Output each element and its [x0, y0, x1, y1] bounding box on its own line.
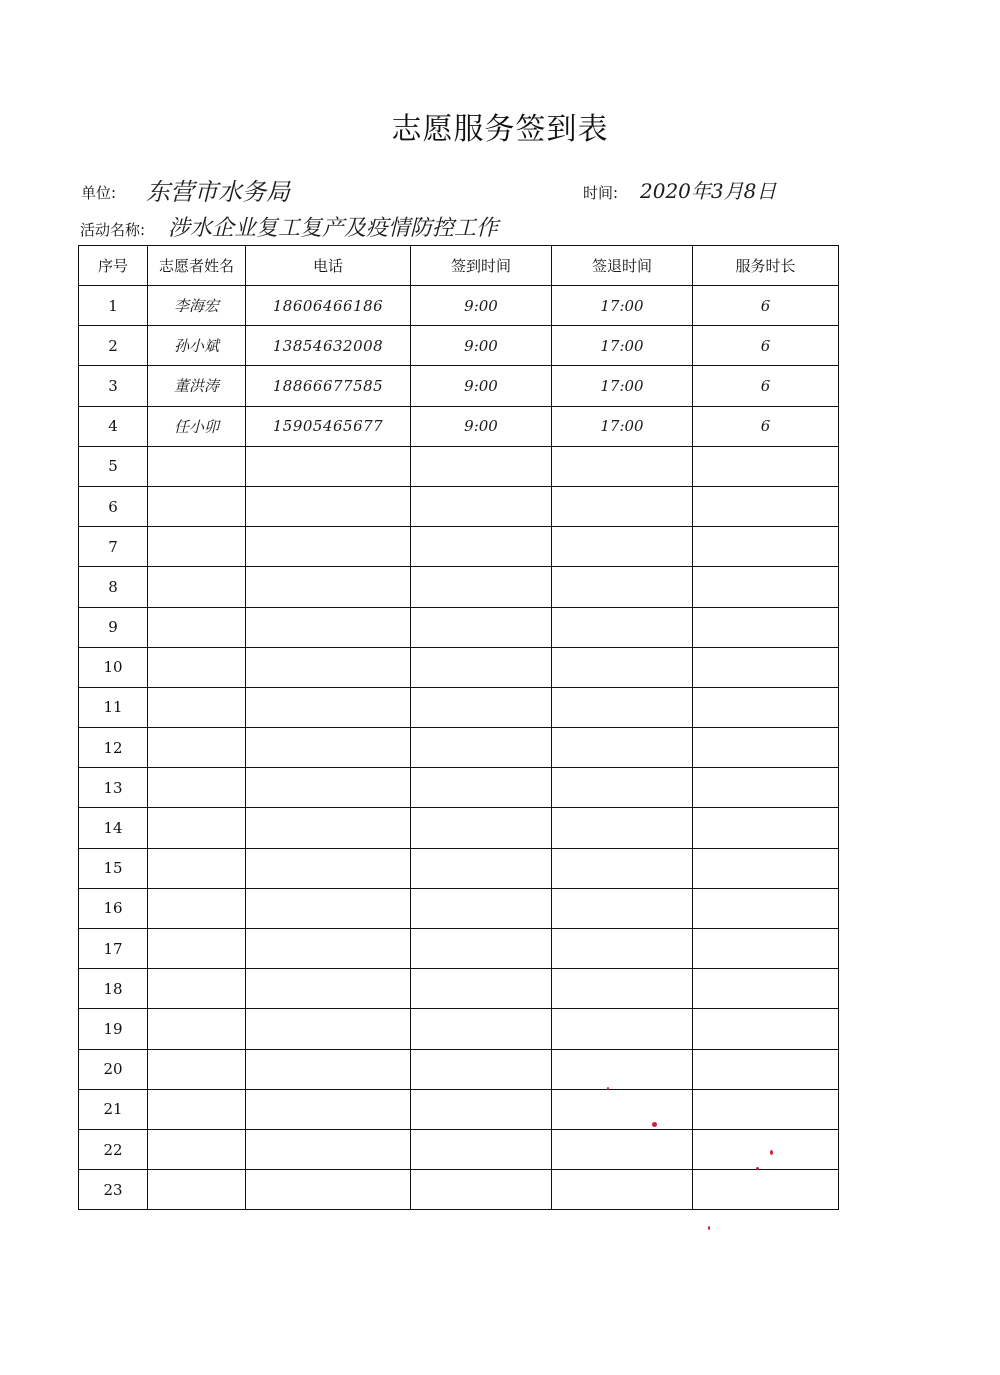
cell-seq: 18 — [79, 969, 148, 1009]
cell-service-hours — [693, 647, 839, 687]
cell-seq: 22 — [79, 1129, 148, 1169]
table-row — [79, 728, 839, 768]
cell-phone — [246, 567, 411, 607]
cell-service-hours — [693, 929, 839, 969]
cell-checkout-time: 17:00 — [552, 326, 693, 366]
cell-checkout-time — [552, 969, 693, 1009]
cell-seq: 19 — [79, 1009, 148, 1049]
header-seq: 序号 — [79, 246, 148, 286]
cell-service-hours — [693, 687, 839, 727]
cell-checkin-time — [411, 486, 552, 526]
cell-phone — [246, 969, 411, 1009]
table-row — [79, 567, 839, 607]
table-row — [79, 1129, 839, 1169]
cell-service-hours — [693, 1129, 839, 1169]
cell-checkout-time — [552, 1170, 693, 1210]
cell-checkin-time — [411, 929, 552, 969]
cell-checkin-time — [411, 1009, 552, 1049]
cell-phone — [246, 808, 411, 848]
cell-volunteer-name — [148, 728, 246, 768]
table-row — [79, 929, 839, 969]
cell-phone — [246, 1009, 411, 1049]
cell-service-hours — [693, 728, 839, 768]
cell-checkout-time — [552, 1049, 693, 1089]
ink-speck — [770, 1150, 773, 1155]
table-row — [79, 888, 839, 928]
cell-volunteer-name — [148, 486, 246, 526]
table-row — [79, 969, 839, 1009]
cell-volunteer-name — [148, 1049, 246, 1089]
ink-speck — [652, 1122, 657, 1127]
ink-speck — [607, 1087, 609, 1090]
cell-volunteer-name — [148, 969, 246, 1009]
table-row — [79, 326, 839, 366]
cell-seq: 1 — [79, 286, 148, 326]
cell-phone — [246, 527, 411, 567]
cell-checkin-time — [411, 1170, 552, 1210]
cell-volunteer-name — [148, 567, 246, 607]
cell-checkout-time — [552, 446, 693, 486]
cell-service-hours — [693, 768, 839, 808]
header-hours: 服务时长 — [693, 246, 839, 286]
cell-checkout-time — [552, 768, 693, 808]
cell-checkout-time — [552, 929, 693, 969]
cell-checkin-time — [411, 848, 552, 888]
cell-volunteer-name — [148, 888, 246, 928]
cell-volunteer-name — [148, 647, 246, 687]
cell-service-hours: 6 — [693, 406, 839, 446]
cell-phone — [246, 1089, 411, 1129]
cell-checkout-time — [552, 647, 693, 687]
activity-value: 涉水企业复工复产及疫情防控工作 — [168, 216, 499, 241]
cell-checkin-time: 9:00 — [411, 406, 552, 446]
table-row — [79, 1049, 839, 1089]
table-row — [79, 1089, 839, 1129]
cell-checkin-time — [411, 446, 552, 486]
cell-service-hours — [693, 486, 839, 526]
unit-label: 单位: — [81, 184, 117, 202]
cell-seq: 9 — [79, 607, 148, 647]
cell-checkin-time — [411, 607, 552, 647]
header-name: 志愿者姓名 — [148, 246, 246, 286]
cell-phone — [246, 486, 411, 526]
cell-phone: 15905465677 — [246, 406, 411, 446]
cell-phone — [246, 848, 411, 888]
cell-checkout-time — [552, 527, 693, 567]
cell-seq: 13 — [79, 768, 148, 808]
cell-service-hours — [693, 567, 839, 607]
cell-phone — [246, 1049, 411, 1089]
cell-checkin-time — [411, 1049, 552, 1089]
cell-seq: 12 — [79, 728, 148, 768]
cell-checkin-time — [411, 888, 552, 928]
cell-seq: 4 — [79, 406, 148, 446]
cell-checkout-time — [552, 1129, 693, 1169]
header-phone: 电话 — [246, 246, 411, 286]
cell-service-hours — [693, 1049, 839, 1089]
cell-checkin-time — [411, 969, 552, 1009]
cell-checkout-time — [552, 808, 693, 848]
activity-label: 活动名称: — [80, 221, 146, 239]
cell-service-hours: 6 — [693, 326, 839, 366]
cell-checkout-time: 17:00 — [552, 286, 693, 326]
cell-checkin-time: 9:00 — [411, 326, 552, 366]
cell-phone — [246, 929, 411, 969]
cell-phone — [246, 888, 411, 928]
cell-volunteer-name — [148, 929, 246, 969]
cell-checkin-time: 9:00 — [411, 286, 552, 326]
cell-volunteer-name: 任小卯 — [148, 406, 246, 446]
cell-service-hours — [693, 808, 839, 848]
cell-phone — [246, 1129, 411, 1169]
cell-checkin-time — [411, 728, 552, 768]
table-row — [79, 687, 839, 727]
cell-phone — [246, 1170, 411, 1210]
table-row — [79, 607, 839, 647]
cell-phone — [246, 647, 411, 687]
table-row — [79, 768, 839, 808]
cell-phone — [246, 768, 411, 808]
table-row — [79, 1009, 839, 1049]
cell-volunteer-name — [148, 808, 246, 848]
header-row — [79, 246, 839, 286]
cell-seq: 7 — [79, 527, 148, 567]
cell-checkout-time: 17:00 — [552, 366, 693, 406]
cell-checkout-time: 17:00 — [552, 406, 693, 446]
cell-checkout-time — [552, 687, 693, 727]
cell-service-hours — [693, 446, 839, 486]
time-value: 2020年3月8日 — [640, 179, 777, 203]
cell-seq: 6 — [79, 486, 148, 526]
table-row — [79, 286, 839, 326]
cell-phone: 18606466186 — [246, 286, 411, 326]
cell-volunteer-name — [148, 1009, 246, 1049]
cell-seq: 3 — [79, 366, 148, 406]
cell-seq: 14 — [79, 808, 148, 848]
table-row — [79, 446, 839, 486]
cell-volunteer-name — [148, 768, 246, 808]
cell-volunteer-name: 李海宏 — [148, 286, 246, 326]
header-checkin: 签到时间 — [411, 246, 552, 286]
cell-seq: 17 — [79, 929, 148, 969]
cell-volunteer-name: 孙小斌 — [148, 326, 246, 366]
cell-checkout-time — [552, 486, 693, 526]
cell-seq: 15 — [79, 848, 148, 888]
cell-checkout-time — [552, 848, 693, 888]
cell-checkin-time — [411, 808, 552, 848]
table-row — [79, 1170, 839, 1210]
cell-volunteer-name — [148, 848, 246, 888]
cell-phone — [246, 607, 411, 647]
cell-service-hours — [693, 1009, 839, 1049]
cell-volunteer-name — [148, 446, 246, 486]
cell-service-hours — [693, 1170, 839, 1210]
cell-volunteer-name: 董洪涛 — [148, 366, 246, 406]
cell-volunteer-name — [148, 527, 246, 567]
cell-phone — [246, 728, 411, 768]
cell-checkin-time — [411, 527, 552, 567]
cell-service-hours — [693, 1089, 839, 1129]
cell-phone — [246, 687, 411, 727]
table-row — [79, 366, 839, 406]
cell-checkin-time — [411, 687, 552, 727]
cell-checkin-time: 9:00 — [411, 366, 552, 406]
cell-seq: 2 — [79, 326, 148, 366]
cell-service-hours — [693, 848, 839, 888]
cell-service-hours: 6 — [693, 366, 839, 406]
cell-checkout-time — [552, 607, 693, 647]
cell-seq: 16 — [79, 888, 148, 928]
cell-checkout-time — [552, 567, 693, 607]
cell-phone: 18866677585 — [246, 366, 411, 406]
cell-checkin-time — [411, 1129, 552, 1169]
table-row — [79, 486, 839, 526]
cell-seq: 21 — [79, 1089, 148, 1129]
cell-seq: 11 — [79, 687, 148, 727]
unit-value: 东营市水务局 — [146, 178, 290, 206]
table-row — [79, 647, 839, 687]
time-label: 时间: — [583, 184, 619, 202]
cell-volunteer-name — [148, 1170, 246, 1210]
cell-seq: 8 — [79, 567, 148, 607]
cell-volunteer-name — [148, 687, 246, 727]
page-title: 志愿服务签到表 — [391, 112, 609, 147]
cell-checkout-time — [552, 888, 693, 928]
cell-service-hours — [693, 969, 839, 1009]
cell-service-hours: 6 — [693, 286, 839, 326]
table-row — [79, 808, 839, 848]
cell-seq: 20 — [79, 1049, 148, 1089]
header-checkout: 签退时间 — [552, 246, 693, 286]
cell-checkin-time — [411, 1089, 552, 1129]
cell-phone — [246, 446, 411, 486]
cell-checkout-time — [552, 728, 693, 768]
cell-checkin-time — [411, 768, 552, 808]
signin-table — [78, 245, 839, 1210]
cell-seq: 23 — [79, 1170, 148, 1210]
ink-speck — [756, 1167, 759, 1170]
table-row — [79, 848, 839, 888]
cell-service-hours — [693, 607, 839, 647]
cell-seq: 10 — [79, 647, 148, 687]
table-row — [79, 527, 839, 567]
ink-speck — [708, 1226, 710, 1230]
cell-checkout-time — [552, 1009, 693, 1049]
cell-service-hours — [693, 527, 839, 567]
cell-seq: 5 — [79, 446, 148, 486]
cell-checkin-time — [411, 567, 552, 607]
cell-volunteer-name — [148, 1129, 246, 1169]
cell-volunteer-name — [148, 1089, 246, 1129]
cell-service-hours — [693, 888, 839, 928]
cell-volunteer-name — [148, 607, 246, 647]
cell-checkout-time — [552, 1089, 693, 1129]
table-row — [79, 406, 839, 446]
cell-checkin-time — [411, 647, 552, 687]
cell-phone: 13854632008 — [246, 326, 411, 366]
